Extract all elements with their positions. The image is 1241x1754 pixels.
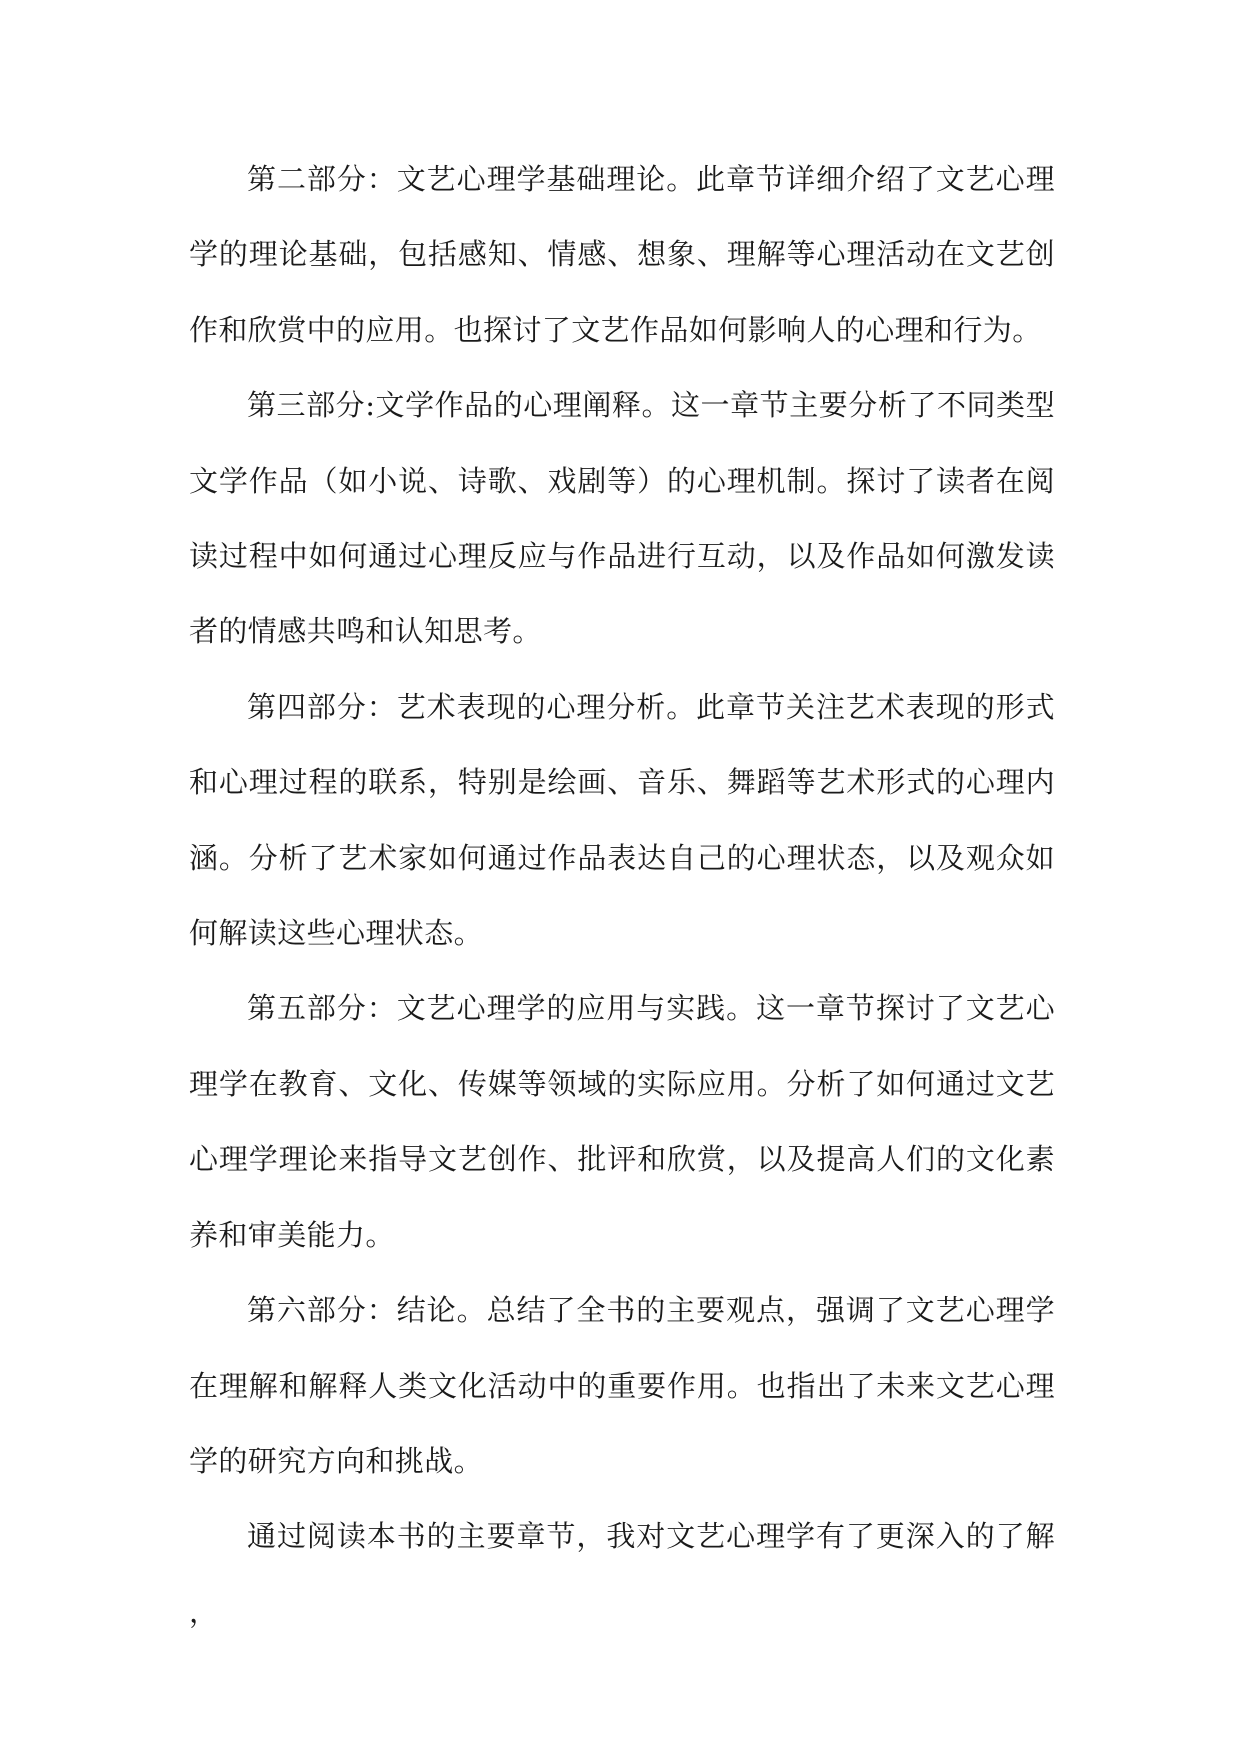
paragraph-part-five: 第五部分：文艺心理学的应用与实践。这一章节探讨了文艺心理学在教育、文化、传媒等领域的实际应用。分析了如何通过文艺心理学理论来指导文艺创作、批评和欣赏，以及提高人们的文化素养和审美能力。 <box>189 991 1055 1252</box>
paragraph-part-four: 第四部分：艺术表现的心理分析。此章节关注艺术表现的形式和心理过程的联系，特别是绘画、音乐、舞蹈等艺术形式的心理内涵。分析了艺术家如何通过作品表达自己的心理状态，以及观众如何解读这些心理状态。 <box>189 689 1055 951</box>
paragraph-part-six: 第六部分：结论。总结了全书的主要观点，强调了文艺心理学在理解和解释人类文化活动中的重要作用。也指出了未来文艺心理学的研究方向和挑战。 <box>189 1293 1055 1478</box>
body-text <box>189 142 1055 1650</box>
paragraph-closing: 通过阅读本书的主要章节，我对文艺心理学有了更深入的了解， <box>189 1519 1055 1629</box>
paragraph-part-two: 第二部分：文艺心理学基础理论。此章节详细介绍了文艺心理学的理论基础，包括感知、情感、想象、理解等心理活动在文艺创作和欣赏中的应用。也探讨了文艺作品如何影响人的心理和行为。 <box>189 162 1055 347</box>
paragraph-part-three: 第三部分:文学作品的心理阐释。这一章节主要分析了不同类型文学作品（如小说、诗歌、戏剧等）的心理机制。探讨了读者在阅读过程中如何通过心理反应与作品进行互动，以及作品如何激发读者的情感共鸣和认知思考。 <box>189 388 1055 649</box>
